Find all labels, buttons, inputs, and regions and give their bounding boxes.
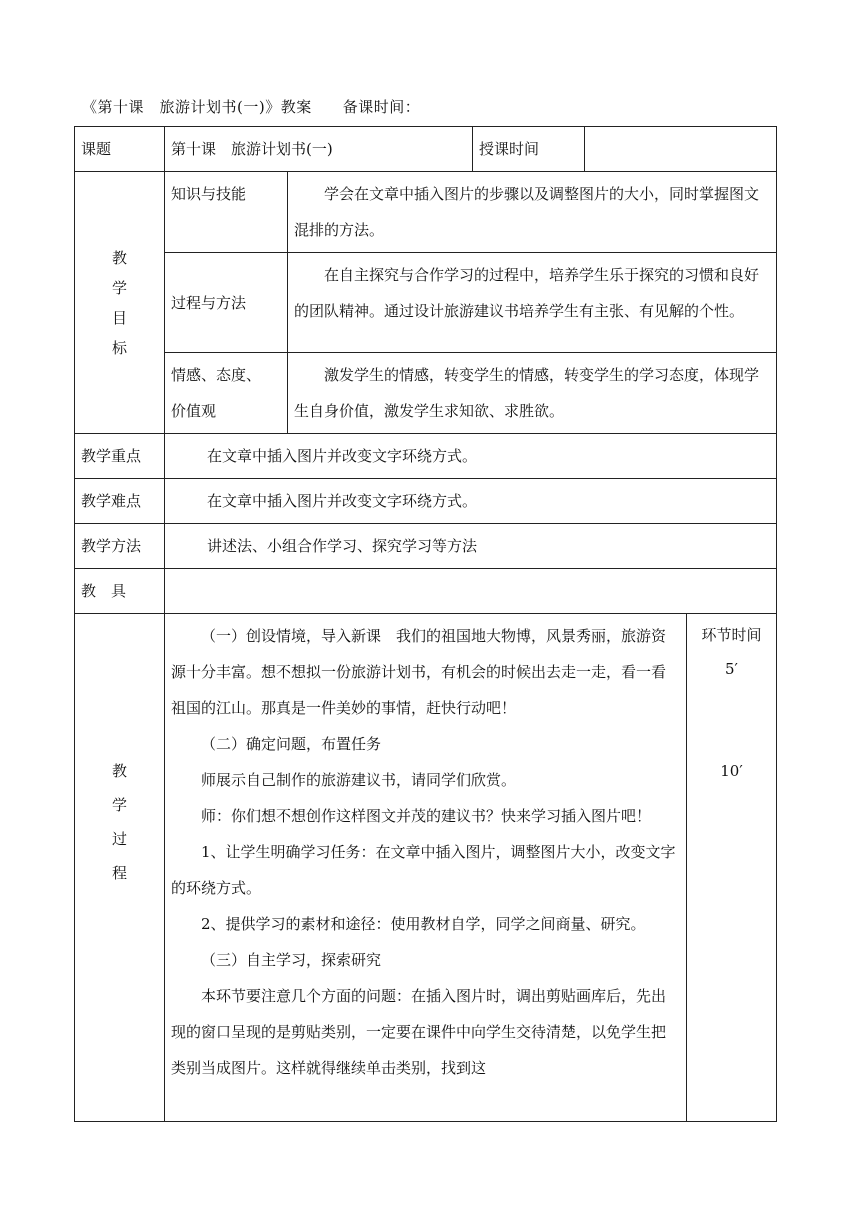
teach-time-label: 授课时间 <box>473 127 585 172</box>
difficulty-row <box>75 479 777 524</box>
document-header <box>82 96 420 117</box>
objective-row-3 <box>75 353 777 434</box>
process-para-8: 本环节要注意几个方面的问题：在插入图片时，调出剪贴画库后，先出现的窗口呈现的是剪贴类别，一定要在课件中向学生交待清楚，以免学生把类别当成图片。这样就得继续单击类别，找到这 <box>171 987 667 1077</box>
method-text: 讲述法、小组合作学习、探究学习等方法 <box>165 524 777 569</box>
process-para-2: （二）确定问题，布置任务 <box>201 735 382 753</box>
process-para-7: （三）自主学习，探索研究 <box>201 951 382 969</box>
time-value-1: 5′ <box>725 660 738 678</box>
process-time-column <box>687 614 777 1122</box>
process-para-3: 师展示自己制作的旅游建议书，请同学们欣赏。 <box>201 771 517 789</box>
process-para-1: （一）创设情境，导入新课 我们的祖国地大物博，风景秀丽，旅游资源十分丰富。想不想拟一份旅游计划书，有机会的时候出去走一走，看一看祖国的江山。那真是一件美妙的事情，赶快行动吧！ <box>171 627 667 717</box>
process-content <box>165 614 687 1122</box>
key-point-text: 在文章中插入图片并改变文字环绕方式。 <box>165 434 777 479</box>
key-point-row <box>75 434 777 479</box>
lesson-plan-table <box>74 126 777 1122</box>
topic-value: 第十课 旅游计划书(一) <box>165 127 473 172</box>
method-row <box>75 524 777 569</box>
difficulty-text: 在文章中插入图片并改变文字环绕方式。 <box>165 479 777 524</box>
topic-label: 课题 <box>75 127 165 172</box>
time-value-2: 10′ <box>720 762 743 780</box>
objective-text-knowledge: 学会在文章中插入图片的步骤以及调整图片的大小，同时掌握图文混排的方法。 <box>294 185 760 239</box>
difficulty-label: 教学难点 <box>75 479 165 524</box>
process-label: 教 学 过 程 <box>75 614 165 1122</box>
process-para-6: 2、提供学习的素材和途径：使用教材自学，同学之间商量、研究。 <box>201 915 646 933</box>
time-header: 环节时间 <box>701 626 762 644</box>
objective-label-process: 过程与方法 <box>165 253 288 353</box>
doc-title: 《第十课 旅游计划书(一)》教案 <box>82 98 312 116</box>
method-label: 教学方法 <box>75 524 165 569</box>
process-para-4: 师：你们想不想创作这样图文并茂的建议书？快来学习插入图片吧！ <box>201 807 652 825</box>
teach-time-value <box>585 127 777 172</box>
process-row <box>75 614 777 1122</box>
tools-label: 教 具 <box>75 569 165 614</box>
objective-label-knowledge: 知识与技能 <box>165 172 288 253</box>
topic-row <box>75 127 777 172</box>
objective-text-emotion: 激发学生的情感，转变学生的情感，转变学生的学习态度，体现学生自身价值，激发学生求知欲、求胜欲。 <box>294 366 760 420</box>
key-point-label: 教学重点 <box>75 434 165 479</box>
tools-row <box>75 569 777 614</box>
process-para-5: 1、让学生明确学习任务：在文章中插入图片，调整图片大小，改变文字的环绕方式。 <box>171 843 676 897</box>
objective-row-1 <box>75 172 777 253</box>
objective-text-process: 在自主探究与合作学习的过程中，培养学生乐于探究的习惯和良好的团队精神。通过设计旅游建议书培养学生有主张、有见解的个性。 <box>294 266 760 320</box>
tools-text <box>165 569 777 614</box>
objectives-label: 教 学 目 标 <box>75 172 165 434</box>
objective-row-2 <box>75 253 777 353</box>
objective-label-emotion: 情感、态度、 价值观 <box>165 353 288 434</box>
prep-time-label: 备课时间： <box>342 98 421 116</box>
